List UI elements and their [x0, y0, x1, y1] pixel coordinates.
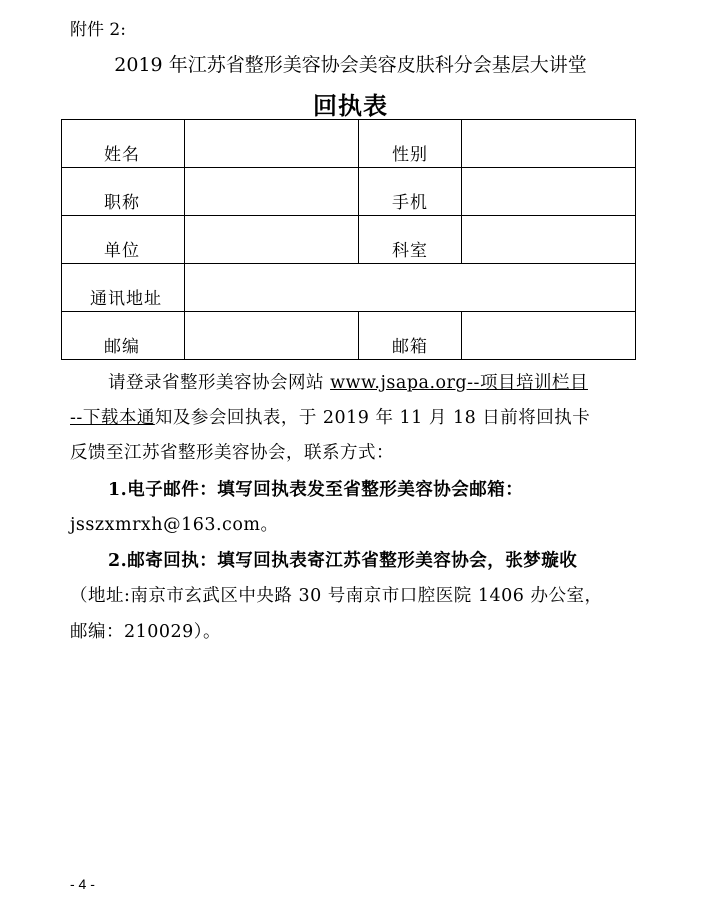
- name-field[interactable]: [185, 120, 359, 168]
- table-row: [62, 264, 636, 312]
- instruction-prefix: 请登录省整形美容协会网站: [108, 373, 331, 393]
- email-field[interactable]: [462, 312, 636, 360]
- document-title: 2019 年江苏省整形美容协会美容皮肤科分会基层大讲堂: [114, 54, 587, 76]
- mail-postcode: 邮编：210029）。: [70, 622, 222, 642]
- department-label: 科室: [359, 216, 462, 264]
- address-label: 通讯地址: [62, 264, 185, 312]
- mail-method-heading: 2.邮寄回执：填写回执表寄江苏省整形美容协会，张梦璇收: [108, 551, 578, 571]
- website-link-continued[interactable]: --下载本通: [70, 408, 155, 428]
- address-field[interactable]: [185, 264, 636, 312]
- attachment-label: 附件 2:: [70, 20, 126, 40]
- unit-field[interactable]: [185, 216, 359, 264]
- mail-address: （地址:南京市玄武区中央路 30 号南京市口腔医院 1406 办公室，: [70, 586, 603, 606]
- postcode-field[interactable]: [185, 312, 359, 360]
- table-row: [62, 168, 636, 216]
- email-address: jsszxmrxh@163.com。: [70, 515, 279, 535]
- email-label: 邮箱: [359, 312, 462, 360]
- table-row: [62, 216, 636, 264]
- instruction-line-2: [70, 404, 590, 429]
- gender-label: 性别: [359, 120, 462, 168]
- instruction-line-3: 反馈至江苏省整形美容协会，联系方式：: [70, 443, 394, 463]
- postcode-label: 邮编: [62, 312, 185, 360]
- instruction-line-1: [108, 369, 588, 394]
- gender-field[interactable]: [462, 120, 636, 168]
- title-field[interactable]: [185, 168, 359, 216]
- table-row: [62, 312, 636, 360]
- table-row: [62, 120, 636, 168]
- email-method-heading: 1.电子邮件：填写回执表发至省整形美容协会邮箱：: [108, 480, 524, 500]
- website-link[interactable]: www.jsapa.org--项目培训栏目: [330, 373, 588, 393]
- name-label: 姓名: [62, 120, 185, 168]
- phone-field[interactable]: [462, 168, 636, 216]
- department-field[interactable]: [462, 216, 636, 264]
- instruction-suffix: 知及参会回执表，于 2019 年 11 月 18 日前将回执卡: [154, 408, 591, 428]
- phone-label: 手机: [359, 168, 462, 216]
- document-subtitle: 回执表: [313, 91, 388, 120]
- page-number: - 4 -: [70, 876, 95, 892]
- title-label: 职称: [62, 168, 185, 216]
- unit-label: 单位: [62, 216, 185, 264]
- receipt-form-table: [61, 119, 636, 360]
